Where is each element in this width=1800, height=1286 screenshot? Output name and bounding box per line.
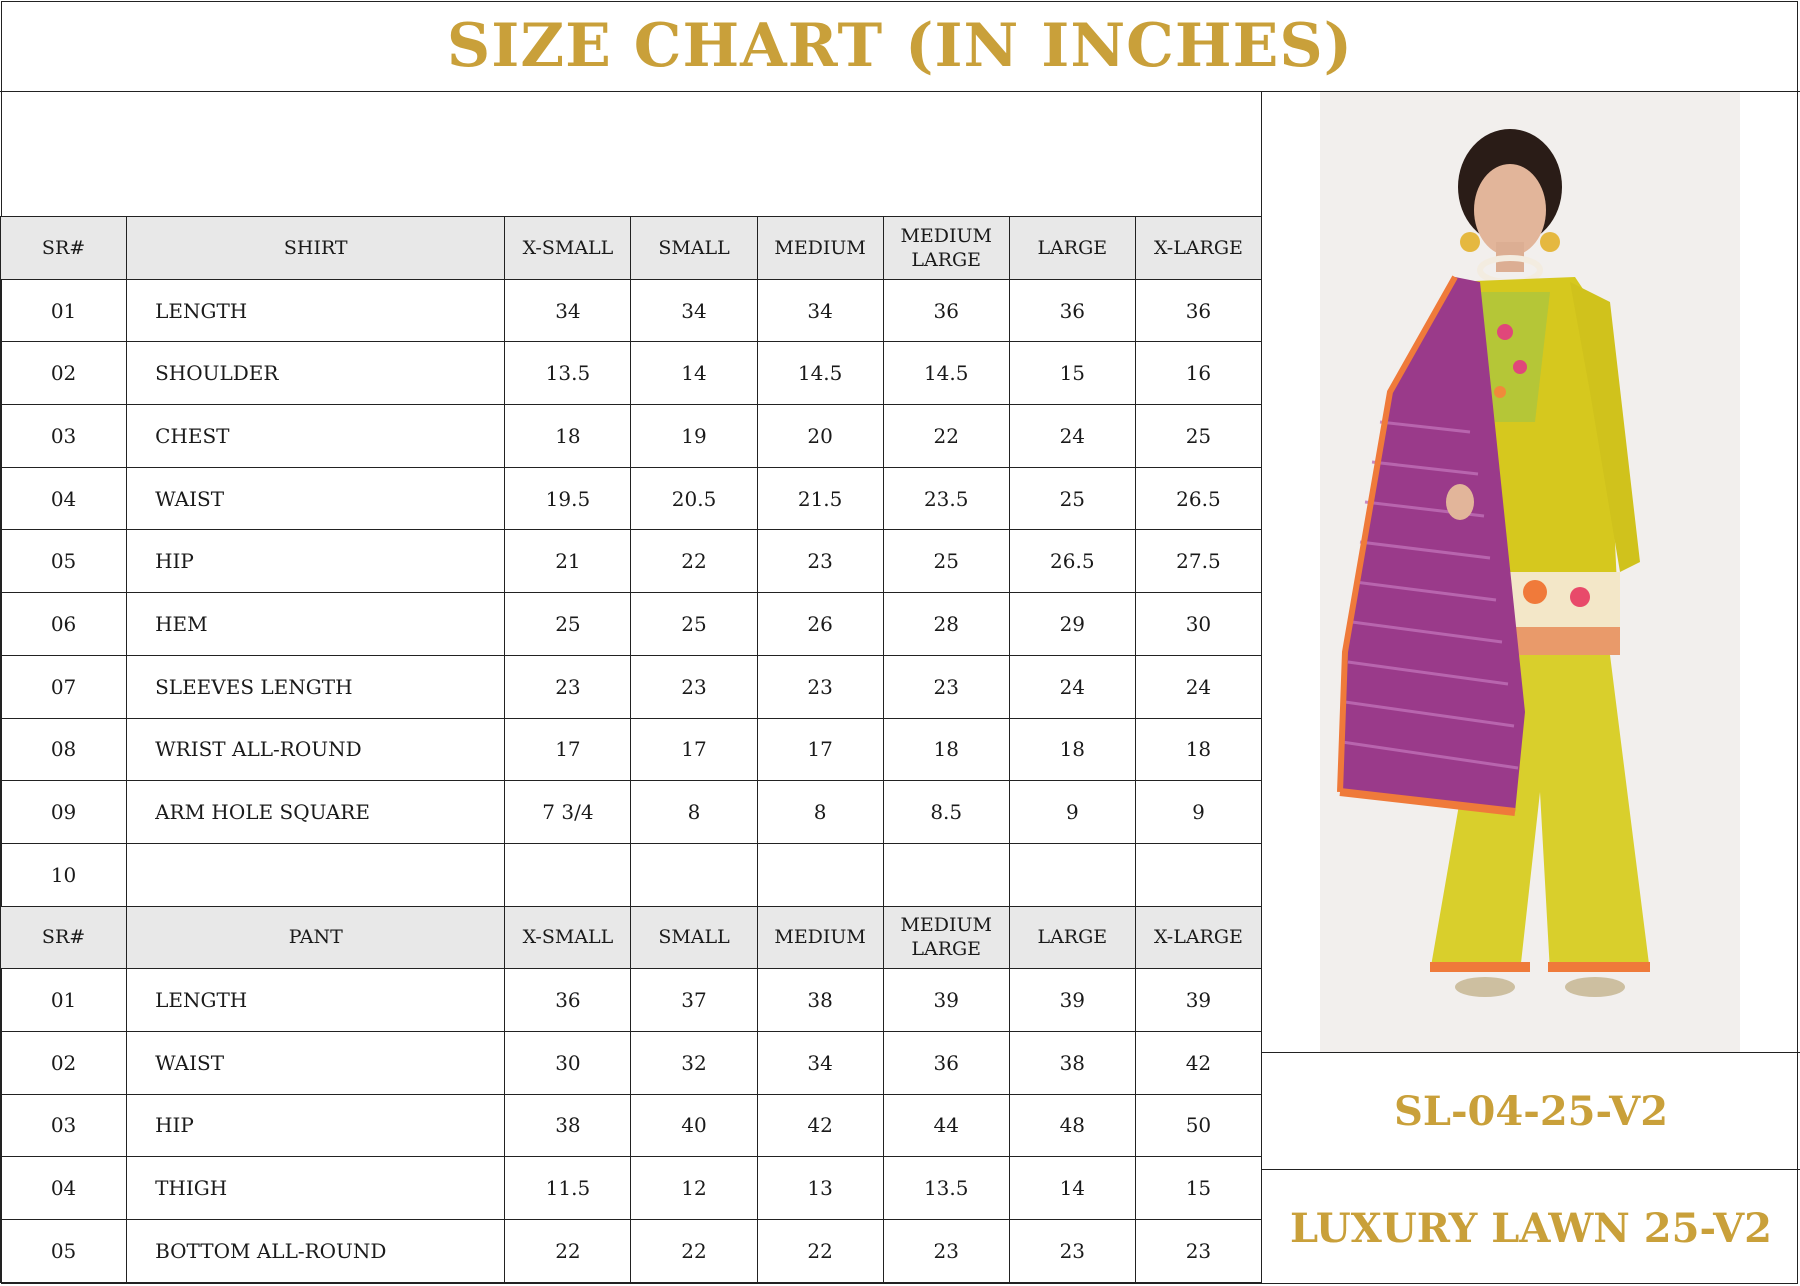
size-value-cell: 30 <box>505 1031 631 1094</box>
size-value-cell: 40 <box>631 1094 757 1157</box>
size-value-cell: 36 <box>1009 279 1135 342</box>
table-row <box>1 1094 1262 1157</box>
size-chart-table <box>0 216 1262 1283</box>
size-value-cell: 21.5 <box>757 467 883 530</box>
collection-name: LUXURY LAWN 25-V2 <box>1289 1204 1773 1252</box>
sr-number-cell: 01 <box>1 279 127 342</box>
size-value-cell: 23 <box>505 655 631 718</box>
shirt-header-cell: MEDIUM <box>757 217 883 280</box>
measurement-label-cell: LENGTH <box>127 279 505 342</box>
size-value-cell: 14 <box>1009 1157 1135 1220</box>
sr-number-cell: 03 <box>1 405 127 468</box>
size-value-cell: 18 <box>505 405 631 468</box>
size-value-cell: 26.5 <box>1009 530 1135 593</box>
size-value-cell: 9 <box>1135 781 1261 844</box>
size-value-cell: 26 <box>757 593 883 656</box>
size-value-cell: 23 <box>631 655 757 718</box>
size-value-cell: 32 <box>631 1031 757 1094</box>
size-value-cell: 34 <box>505 279 631 342</box>
size-value-cell: 17 <box>757 718 883 781</box>
shirt-header-cell: SMALL <box>631 217 757 280</box>
size-value-cell: 37 <box>631 969 757 1032</box>
table-row <box>1 530 1262 593</box>
table-row <box>1 1220 1262 1283</box>
product-photo-panel <box>1262 92 1800 1053</box>
shirt-header-cell: LARGE <box>1009 217 1135 280</box>
size-value-cell: 36 <box>883 1031 1009 1094</box>
page-title: SIZE CHART (IN INCHES) <box>446 10 1354 81</box>
pant-header-cell: LARGE <box>1009 906 1135 969</box>
size-value-cell: 25 <box>631 593 757 656</box>
size-value-cell: 50 <box>1135 1094 1261 1157</box>
pant-header-cell: X-LARGE <box>1135 906 1261 969</box>
sr-number-cell: 08 <box>1 718 127 781</box>
size-value-cell: 15 <box>1135 1157 1261 1220</box>
size-value-cell: 24 <box>1009 405 1135 468</box>
pant-header-cell: PANT <box>127 906 505 969</box>
product-code-box <box>1262 1053 1800 1170</box>
size-value-cell: 18 <box>1009 718 1135 781</box>
size-value-cell <box>505 843 631 906</box>
measurement-label-cell: HIP <box>127 1094 505 1157</box>
size-value-cell: 25 <box>1009 467 1135 530</box>
size-value-cell: 25 <box>505 593 631 656</box>
pant-header-cell: X-SMALL <box>505 906 631 969</box>
size-value-cell: 8.5 <box>883 781 1009 844</box>
size-value-cell: 34 <box>757 279 883 342</box>
blank-header-area <box>0 92 1262 216</box>
table-row <box>1 593 1262 656</box>
shirt-header-cell: X-LARGE <box>1135 217 1261 280</box>
sr-number-cell: 03 <box>1 1094 127 1157</box>
shirt-header-cell: MEDIUM LARGE <box>883 217 1009 280</box>
size-value-cell: 21 <box>505 530 631 593</box>
size-value-cell: 7 3/4 <box>505 781 631 844</box>
size-value-cell: 8 <box>631 781 757 844</box>
size-value-cell <box>631 843 757 906</box>
size-value-cell: 36 <box>1135 279 1261 342</box>
measurement-label-cell: ARM HOLE SQUARE <box>127 781 505 844</box>
size-value-cell <box>1009 843 1135 906</box>
size-value-cell: 14.5 <box>757 342 883 405</box>
size-value-cell: 27.5 <box>1135 530 1261 593</box>
table-row <box>1 405 1262 468</box>
title-bar <box>0 0 1800 92</box>
size-value-cell: 15 <box>1009 342 1135 405</box>
table-row <box>1 1157 1262 1220</box>
model-illustration <box>1320 92 1740 1052</box>
size-value-cell: 36 <box>505 969 631 1032</box>
size-value-cell: 17 <box>631 718 757 781</box>
table-row <box>1 969 1262 1032</box>
sr-number-cell: 01 <box>1 969 127 1032</box>
size-value-cell: 23 <box>1135 1220 1261 1283</box>
shirt-header-cell: SR# <box>1 217 127 280</box>
size-value-cell <box>1135 843 1261 906</box>
shirt-header-row <box>1 217 1262 280</box>
size-value-cell: 23 <box>883 1220 1009 1283</box>
size-value-cell: 39 <box>1009 969 1135 1032</box>
sr-number-cell: 10 <box>1 843 127 906</box>
size-value-cell: 19 <box>631 405 757 468</box>
size-value-cell: 16 <box>1135 342 1261 405</box>
size-value-cell: 13.5 <box>505 342 631 405</box>
size-value-cell: 11.5 <box>505 1157 631 1220</box>
size-value-cell: 39 <box>1135 969 1261 1032</box>
size-value-cell: 25 <box>883 530 1009 593</box>
table-row <box>1 342 1262 405</box>
sr-number-cell: 04 <box>1 467 127 530</box>
table-row <box>1 279 1262 342</box>
size-value-cell: 39 <box>883 969 1009 1032</box>
size-value-cell: 22 <box>883 405 1009 468</box>
shirt-header-cell: SHIRT <box>127 217 505 280</box>
shirt-header-cell: X-SMALL <box>505 217 631 280</box>
size-value-cell: 13 <box>757 1157 883 1220</box>
size-value-cell: 23 <box>757 530 883 593</box>
pant-header-cell: MEDIUM LARGE <box>883 906 1009 969</box>
size-value-cell: 22 <box>631 530 757 593</box>
size-value-cell: 22 <box>631 1220 757 1283</box>
size-value-cell: 9 <box>1009 781 1135 844</box>
size-value-cell <box>757 843 883 906</box>
sr-number-cell: 06 <box>1 593 127 656</box>
size-chart-body <box>1 217 1262 1283</box>
size-value-cell: 34 <box>631 279 757 342</box>
pant-header-cell: MEDIUM <box>757 906 883 969</box>
measurement-label-cell: HEM <box>127 593 505 656</box>
sr-number-cell: 05 <box>1 530 127 593</box>
table-row <box>1 467 1262 530</box>
sr-number-cell: 04 <box>1 1157 127 1220</box>
measurement-label-cell: SLEEVES LENGTH <box>127 655 505 718</box>
size-value-cell: 38 <box>505 1094 631 1157</box>
size-value-cell: 36 <box>883 279 1009 342</box>
model-photo <box>1320 92 1740 1052</box>
size-value-cell: 23.5 <box>883 467 1009 530</box>
measurement-label-cell: CHEST <box>127 405 505 468</box>
sr-number-cell: 09 <box>1 781 127 844</box>
size-value-cell: 48 <box>1009 1094 1135 1157</box>
measurement-label-cell: SHOULDER <box>127 342 505 405</box>
size-value-cell: 20.5 <box>631 467 757 530</box>
measurement-label-cell: THIGH <box>127 1157 505 1220</box>
size-value-cell: 20 <box>757 405 883 468</box>
size-value-cell <box>883 843 1009 906</box>
size-value-cell: 42 <box>757 1094 883 1157</box>
size-value-cell: 13.5 <box>883 1157 1009 1220</box>
size-value-cell: 38 <box>757 969 883 1032</box>
size-value-cell: 23 <box>1009 1220 1135 1283</box>
measurement-label-cell: HIP <box>127 530 505 593</box>
measurement-label-cell: WAIST <box>127 467 505 530</box>
size-value-cell: 22 <box>757 1220 883 1283</box>
measurement-label-cell: LENGTH <box>127 969 505 1032</box>
size-value-cell: 18 <box>883 718 1009 781</box>
table-row <box>1 655 1262 718</box>
size-value-cell: 24 <box>1009 655 1135 718</box>
pant-header-cell: SR# <box>1 906 127 969</box>
size-value-cell: 38 <box>1009 1031 1135 1094</box>
pant-header-row <box>1 906 1262 969</box>
sr-number-cell: 05 <box>1 1220 127 1283</box>
size-value-cell: 25 <box>1135 405 1261 468</box>
sr-number-cell: 02 <box>1 342 127 405</box>
measurement-label-cell: BOTTOM ALL-ROUND <box>127 1220 505 1283</box>
size-value-cell: 14.5 <box>883 342 1009 405</box>
size-value-cell: 26.5 <box>1135 467 1261 530</box>
sr-number-cell: 02 <box>1 1031 127 1094</box>
size-value-cell: 14 <box>631 342 757 405</box>
table-row <box>1 843 1262 906</box>
table-row <box>1 1031 1262 1094</box>
size-value-cell: 23 <box>757 655 883 718</box>
size-value-cell: 12 <box>631 1157 757 1220</box>
product-code: SL-04-25-V2 <box>1393 1087 1669 1135</box>
measurement-label-cell: WRIST ALL-ROUND <box>127 718 505 781</box>
size-value-cell: 18 <box>1135 718 1261 781</box>
measurement-label-cell: WAIST <box>127 1031 505 1094</box>
size-value-cell: 17 <box>505 718 631 781</box>
size-value-cell: 19.5 <box>505 467 631 530</box>
size-value-cell: 24 <box>1135 655 1261 718</box>
size-value-cell: 30 <box>1135 593 1261 656</box>
collection-name-box <box>1262 1170 1800 1286</box>
size-value-cell: 42 <box>1135 1031 1261 1094</box>
size-value-cell: 34 <box>757 1031 883 1094</box>
size-value-cell: 44 <box>883 1094 1009 1157</box>
size-value-cell: 23 <box>883 655 1009 718</box>
size-value-cell: 8 <box>757 781 883 844</box>
measurement-label-cell <box>127 843 505 906</box>
pant-header-cell: SMALL <box>631 906 757 969</box>
table-row <box>1 781 1262 844</box>
table-row <box>1 718 1262 781</box>
sr-number-cell: 07 <box>1 655 127 718</box>
size-value-cell: 28 <box>883 593 1009 656</box>
size-value-cell: 22 <box>505 1220 631 1283</box>
size-value-cell: 29 <box>1009 593 1135 656</box>
